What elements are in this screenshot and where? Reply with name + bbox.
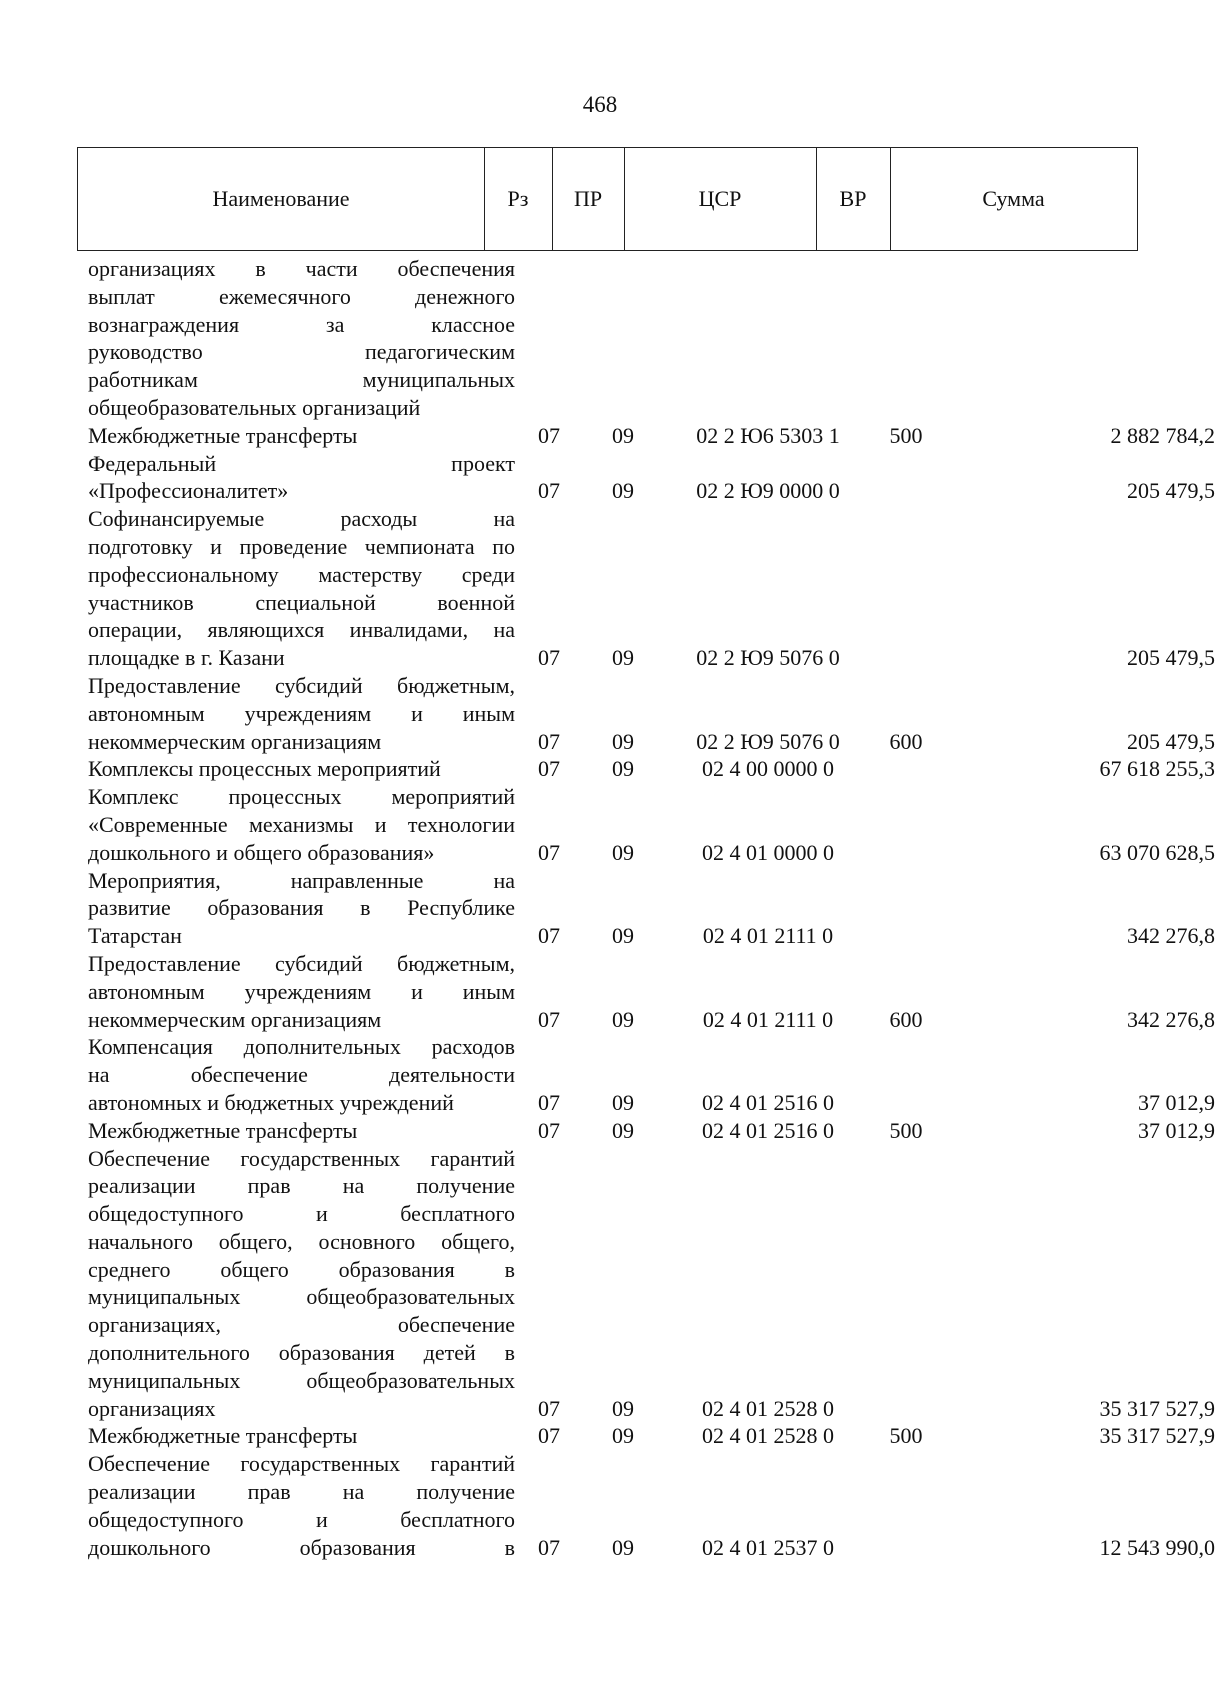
table-row (88, 450, 1215, 506)
row-pr: 09 (612, 1117, 634, 1143)
row-pr: 09 (612, 422, 634, 448)
table-row (88, 1422, 1215, 1450)
row-codes (88, 1089, 1215, 1117)
table-row (88, 1145, 1215, 1423)
table-body (88, 255, 1215, 1561)
row-rz: 07 (538, 1089, 560, 1115)
row-pr: 09 (612, 1006, 634, 1032)
row-name-line: общедоступного и бесплатного (88, 1506, 515, 1532)
row-name-line: реализации прав на получение (88, 1479, 515, 1505)
row-csr: 02 4 01 2111 0 (702, 1006, 834, 1032)
header-vr: ВР (839, 186, 867, 211)
row-name-line: Комплексы процессных мероприятий (88, 756, 441, 782)
row-codes (88, 1395, 1215, 1423)
table-row (88, 755, 1215, 783)
row-name (88, 1145, 515, 1423)
row-csr: 02 4 01 2111 0 (702, 923, 834, 949)
table-row (88, 783, 1215, 866)
row-sum: 12 543 990,0 (1099, 1534, 1215, 1560)
row-pr: 09 (612, 1395, 634, 1421)
row-csr: 02 4 01 2516 0 (702, 1089, 834, 1115)
row-sum: 37 012,9 (1138, 1089, 1215, 1115)
row-name-line: руководство педагогическим (88, 339, 515, 365)
row-rz: 07 (538, 728, 560, 754)
row-vr: 600 (889, 728, 923, 754)
row-name-line: дополнительного образования детей в (88, 1340, 515, 1366)
row-rz: 07 (538, 645, 560, 671)
row-name-line: подготовку и проведение чемпионата по (88, 533, 515, 559)
row-name-line: Обеспечение государственных гарантий (88, 1145, 515, 1171)
table-row (88, 867, 1215, 950)
page-number: 468 (582, 92, 618, 117)
table-row (88, 422, 1215, 450)
row-csr: 02 2 Ю9 5076 0 (696, 728, 840, 754)
row-name-line: работникам муниципальных (88, 367, 515, 393)
row-name-line: начального общего, основного общего, (88, 1228, 515, 1254)
row-codes (88, 755, 1215, 783)
row-name-line: Софинансируемые расходы на (88, 506, 515, 532)
row-rz: 07 (538, 1534, 560, 1560)
row-name-line: организациях (88, 1395, 216, 1421)
header-name: Наименование (212, 186, 350, 211)
row-rz: 07 (538, 1006, 560, 1032)
row-vr: 500 (889, 1117, 923, 1143)
table-row (88, 1117, 1215, 1145)
row-codes (88, 1006, 1215, 1034)
row-vr: 500 (889, 422, 923, 448)
row-csr: 02 4 01 2528 0 (702, 1423, 834, 1449)
row-pr: 09 (612, 1089, 634, 1115)
row-name-line: развитие образования в Республике (88, 895, 515, 921)
row-csr: 02 4 01 2516 0 (702, 1117, 834, 1143)
row-rz: 07 (538, 1423, 560, 1449)
row-rz: 07 (538, 1395, 560, 1421)
row-pr: 09 (612, 478, 634, 504)
row-csr: 02 4 00 0000 0 (702, 756, 834, 782)
row-sum: 63 070 628,5 (1099, 839, 1215, 865)
row-name-line: общеобразовательных организаций (88, 394, 421, 420)
row-name-line: муниципальных общеобразовательных (88, 1367, 515, 1393)
row-codes (88, 1534, 1215, 1562)
row-csr: 02 4 01 2537 0 (702, 1534, 834, 1560)
row-sum: 35 317 527,9 (1099, 1423, 1215, 1449)
row-name-line: организациях в части обеспечения (88, 256, 515, 281)
row-name-line: некоммерческим организациям (88, 728, 382, 754)
row-name-line: профессиональному мастерству среди (88, 561, 515, 587)
row-name-line: Межбюджетные трансферты (88, 422, 358, 448)
row-rz: 07 (538, 478, 560, 504)
header-rz: Рз (507, 186, 529, 211)
table-row (88, 950, 1215, 1033)
row-csr: 02 2 Ю9 0000 0 (696, 478, 840, 504)
row-sum: 67 618 255,3 (1099, 756, 1215, 782)
row-name-line: Межбюджетные трансферты (88, 1423, 358, 1449)
row-name-line: общедоступного и бесплатного (88, 1201, 515, 1227)
row-csr: 02 2 Ю9 5076 0 (696, 645, 840, 671)
row-csr: 02 2 Ю6 5303 1 (696, 422, 840, 448)
row-name-line: Комплекс процессных мероприятий (88, 784, 515, 810)
row-codes (88, 839, 1215, 867)
row-codes (88, 1422, 1215, 1450)
header-csr: ЦСР (698, 186, 742, 211)
row-codes (88, 477, 1215, 505)
table-row (88, 1450, 1215, 1561)
row-sum: 37 012,9 (1138, 1117, 1215, 1143)
row-name-line: муниципальных общеобразовательных (88, 1284, 515, 1310)
row-name-line: некоммерческим организациям (88, 1006, 382, 1032)
row-name-line: вознаграждения за классное (88, 311, 515, 337)
row-name-line: «Современные механизмы и технологии (88, 811, 515, 837)
row-name-line: организациях, обеспечение (88, 1312, 515, 1338)
row-name-line: операции, являющихся инвалидами, на (88, 617, 515, 643)
row-csr: 02 4 01 2528 0 (702, 1395, 834, 1421)
row-rz: 07 (538, 923, 560, 949)
row-name-line: Мероприятия, направленные на (88, 867, 515, 893)
row-sum: 205 479,5 (1127, 728, 1215, 754)
table-row (88, 672, 1215, 755)
row-name-line: Предоставление субсидий бюджетным, (88, 950, 515, 976)
row-name-line: выплат ежемесячного денежного (88, 283, 515, 309)
row-rz: 07 (538, 839, 560, 865)
row-name-line: дошкольного и общего образования» (88, 839, 435, 865)
header-pr: ПР (573, 186, 603, 211)
row-rz: 07 (538, 1117, 560, 1143)
table-row (88, 255, 1148, 422)
row-rz: 07 (538, 422, 560, 448)
row-vr: 500 (889, 1423, 923, 1449)
row-pr: 09 (612, 1423, 634, 1449)
row-pr: 09 (612, 728, 634, 754)
row-pr: 09 (612, 839, 634, 865)
row-name-line: среднего общего образования в (88, 1256, 515, 1282)
row-name-line: дошкольного образования в (88, 1534, 515, 1560)
row-sum: 342 276,8 (1127, 1006, 1215, 1032)
row-sum: 205 479,5 (1127, 645, 1215, 671)
row-name-line: Межбюджетные трансферты (88, 1117, 358, 1143)
row-codes (88, 728, 1215, 756)
row-vr: 600 (889, 1006, 923, 1032)
table-row (88, 1033, 1215, 1116)
row-name-line: Предоставление субсидий бюджетным, (88, 672, 515, 698)
row-name-line: участников специальной военной (88, 589, 515, 615)
table-header (77, 147, 1138, 251)
row-codes (88, 394, 1148, 422)
row-codes (88, 922, 1215, 950)
row-name-line: автономных и бюджетных учреждений (88, 1089, 454, 1115)
row-sum: 342 276,8 (1127, 923, 1215, 949)
row-rz: 07 (538, 756, 560, 782)
row-sum: 35 317 527,9 (1099, 1395, 1215, 1421)
row-pr: 09 (612, 923, 634, 949)
row-name-line: на обеспечение деятельности (88, 1062, 515, 1088)
row-pr: 09 (612, 645, 634, 671)
row-sum: 2 882 784,2 (1110, 422, 1215, 448)
row-codes (88, 422, 1215, 450)
row-name-line: Компенсация дополнительных расходов (88, 1034, 515, 1060)
row-sum: 205 479,5 (1127, 478, 1215, 504)
row-codes (88, 1117, 1215, 1145)
row-name-line: автономным учреждениям и иным (88, 978, 515, 1004)
row-name-line: Татарстан (88, 923, 182, 949)
row-pr: 09 (612, 756, 634, 782)
row-name-line: «Профессионалитет» (88, 478, 289, 504)
row-codes (88, 644, 1215, 672)
table-row (88, 505, 1215, 672)
row-name-line: Обеспечение государственных гарантий (88, 1451, 515, 1477)
row-name-line: реализации прав на получение (88, 1173, 515, 1199)
row-name-line: площадке в г. Казани (88, 645, 285, 671)
row-pr: 09 (612, 1534, 634, 1560)
row-name-line: автономным учреждениям и иным (88, 700, 515, 726)
row-csr: 02 4 01 0000 0 (702, 839, 834, 865)
row-name-line: Федеральный проект (88, 450, 515, 476)
header-sum: Сумма (982, 186, 1045, 211)
